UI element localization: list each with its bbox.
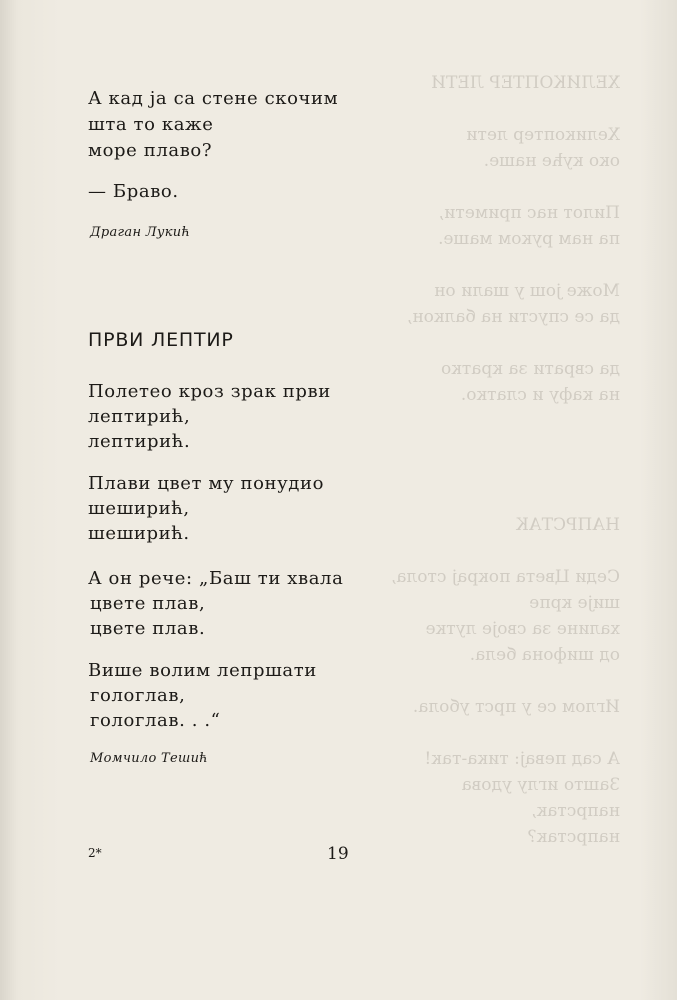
bleed-through-text: ХЕЛИКОПТЕР ЛЕТИ Хеликоптер лети око куће наше. Пилот нас примети, па нам руком маше. Може још у шали он да се спусти на балкон, да сврати за кратко на кафу и слатко. НАПРСТАК Седи Цвета покрај стола, шије крпе халине за своје лутке од шифона бела. Иглом се у прст убола. А сад певај: тика-так! Зашто иглу удова напрстак, напрстак? [390, 73, 620, 847]
poem-author: Момчило Тешић [90, 751, 208, 766]
poem-title: ПРВИ ЛЕПТИР [88, 329, 234, 351]
poem-line: лептирић, [88, 406, 191, 427]
signature-mark: 2* [88, 846, 102, 860]
poem-line: — Браво. [88, 181, 179, 202]
poem-line: цвете плав. [90, 618, 206, 639]
poem-line: шеширић, [88, 498, 190, 519]
poem-line: шеширић. [88, 523, 190, 544]
poem-author: Драган Лукић [90, 225, 191, 240]
poem-line: гологлав, [90, 685, 186, 706]
poem-line: А он рече: „Баш ти хвала [88, 568, 344, 589]
page-number: 19 [327, 844, 349, 864]
poem-line: шта то каже [88, 114, 214, 135]
poem-line: Више волим лепршати [88, 660, 317, 681]
poem-line: море плаво? [88, 140, 213, 161]
poem-line: гологлав. . .“ [90, 710, 221, 731]
poem-line: лептирић. [88, 431, 191, 452]
poem-line: цвете плав, [90, 593, 206, 614]
poem-line: А кад ја са стене скочим [88, 88, 339, 109]
poem-line: Полетео кроз зрак први [88, 381, 331, 402]
poem-line: Плави цвет му понудио [88, 473, 325, 494]
